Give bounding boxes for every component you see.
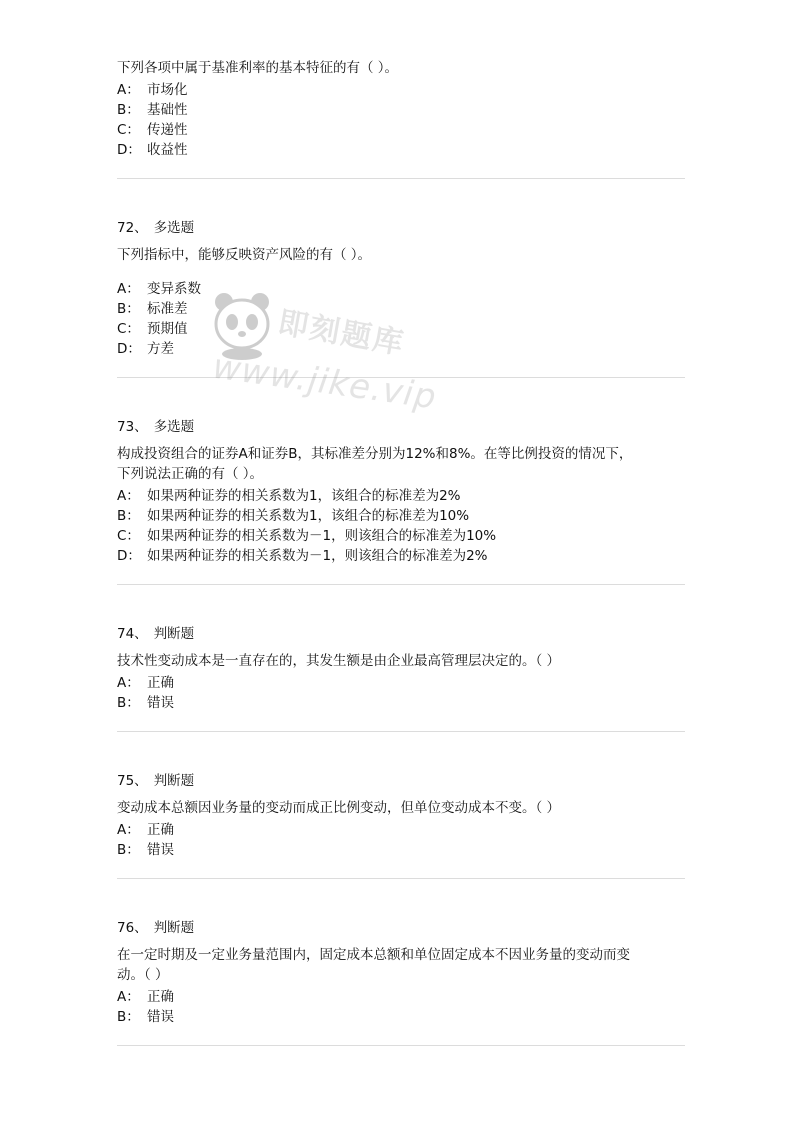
option-text: 错误: [147, 1009, 174, 1025]
option-b[interactable]: [117, 100, 685, 120]
option-text: 如果两种证券的相关系数为1，该组合的标准差为10%: [147, 508, 470, 524]
question-number: 73、: [117, 419, 148, 435]
option-letter: D：: [117, 341, 141, 357]
option-letter: A：: [117, 82, 140, 98]
option-b[interactable]: [117, 299, 685, 319]
question-type: 判断题: [153, 626, 195, 642]
option-d[interactable]: [117, 546, 685, 566]
option-text: 标准差: [147, 301, 188, 317]
option-letter: B：: [117, 695, 140, 711]
watermark-brand: 即刻题库: [275, 305, 408, 362]
question-stem: 下列指标中，能够反映资产风险的有（ ）。: [117, 247, 372, 263]
question-number: 74、: [117, 626, 148, 642]
option-d[interactable]: [117, 339, 685, 359]
question-stem: 技术性变动成本是一直存在的，其发生额是由企业最高管理层决定的。（ ）: [117, 653, 561, 669]
option-text: 如果两种证券的相关系数为－1，则该组合的标准差为10%: [147, 528, 497, 544]
option-letter: A：: [117, 281, 140, 297]
question-stem-line-1: 在一定时期及一定业务量范围内，固定成本总额和单位固定成本不因业务量的变动而变: [117, 947, 630, 963]
option-letter: C：: [117, 122, 140, 138]
question-73: [117, 416, 685, 585]
option-text: 错误: [147, 842, 174, 858]
question-75: [117, 770, 685, 879]
option-a[interactable]: [117, 820, 685, 840]
option-c[interactable]: [117, 120, 685, 140]
option-text: 收益性: [147, 142, 188, 158]
question-type: 判断题: [153, 920, 195, 936]
option-text: 正确: [147, 675, 174, 691]
question-72: [117, 217, 685, 378]
question-71: [117, 58, 685, 179]
option-text: 市场化: [147, 82, 188, 98]
question-type: 多选题: [153, 220, 195, 236]
option-text: 如果两种证券的相关系数为－1，则该组合的标准差为2%: [147, 548, 488, 564]
option-letter: C：: [117, 321, 140, 337]
question-number: 72、: [117, 220, 148, 236]
question-type: 多选题: [153, 419, 195, 435]
option-a[interactable]: [117, 80, 685, 100]
option-text: 如果两种证券的相关系数为1，该组合的标准差为2%: [147, 488, 461, 504]
option-letter: B：: [117, 842, 140, 858]
option-text: 正确: [147, 989, 174, 1005]
question-list: [117, 58, 685, 1084]
question-stem-line-2: 下列说法正确的有（ ）。: [117, 466, 264, 482]
option-text: 错误: [147, 695, 174, 711]
question-header: [117, 217, 685, 239]
option-text: 传递性: [147, 122, 188, 138]
question-stem-line-2: 动。（ ）: [117, 967, 169, 983]
option-letter: B：: [117, 301, 140, 317]
option-a[interactable]: [117, 673, 685, 693]
option-a[interactable]: [117, 486, 685, 506]
option-text: 基础性: [147, 102, 188, 118]
watermark-url: www.jike.vip: [210, 346, 440, 418]
question-header: [117, 917, 685, 939]
option-letter: A：: [117, 488, 140, 504]
option-letter: B：: [117, 102, 140, 118]
question-header: [117, 623, 685, 645]
option-letter: D：: [117, 142, 141, 158]
option-d[interactable]: [117, 140, 685, 160]
question-74: [117, 623, 685, 732]
question-number: 76、: [117, 920, 148, 936]
option-c[interactable]: [117, 319, 685, 339]
option-a[interactable]: [117, 987, 685, 1007]
option-b[interactable]: [117, 840, 685, 860]
option-letter: A：: [117, 822, 140, 838]
option-text: 方差: [147, 341, 174, 357]
option-letter: D：: [117, 548, 141, 564]
option-letter: B：: [117, 508, 140, 524]
question-header: [117, 416, 685, 438]
option-letter: A：: [117, 675, 140, 691]
question-header: [117, 770, 685, 792]
option-c[interactable]: [117, 526, 685, 546]
question-stem: 下列各项中属于基准利率的基本特征的有（ ）。: [117, 60, 399, 76]
option-text: 变异系数: [147, 281, 201, 297]
option-letter: B：: [117, 1009, 140, 1025]
option-text: 预期值: [147, 321, 188, 337]
option-letter: A：: [117, 989, 140, 1005]
question-stem-line-1: 构成投资组合的证券A和证券B，其标准差分别为12%和8%。在等比例投资的情况下，: [117, 446, 633, 462]
question-type: 判断题: [153, 773, 195, 789]
option-a[interactable]: [117, 279, 685, 299]
question-76: [117, 917, 685, 1046]
question-stem: 变动成本总额因业务量的变动而成正比例变动，但单位变动成本不变。（ ）: [117, 800, 561, 816]
option-letter: C：: [117, 528, 140, 544]
option-b[interactable]: [117, 1007, 685, 1027]
option-b[interactable]: [117, 506, 685, 526]
option-b[interactable]: [117, 693, 685, 713]
option-text: 正确: [147, 822, 174, 838]
question-number: 75、: [117, 773, 148, 789]
